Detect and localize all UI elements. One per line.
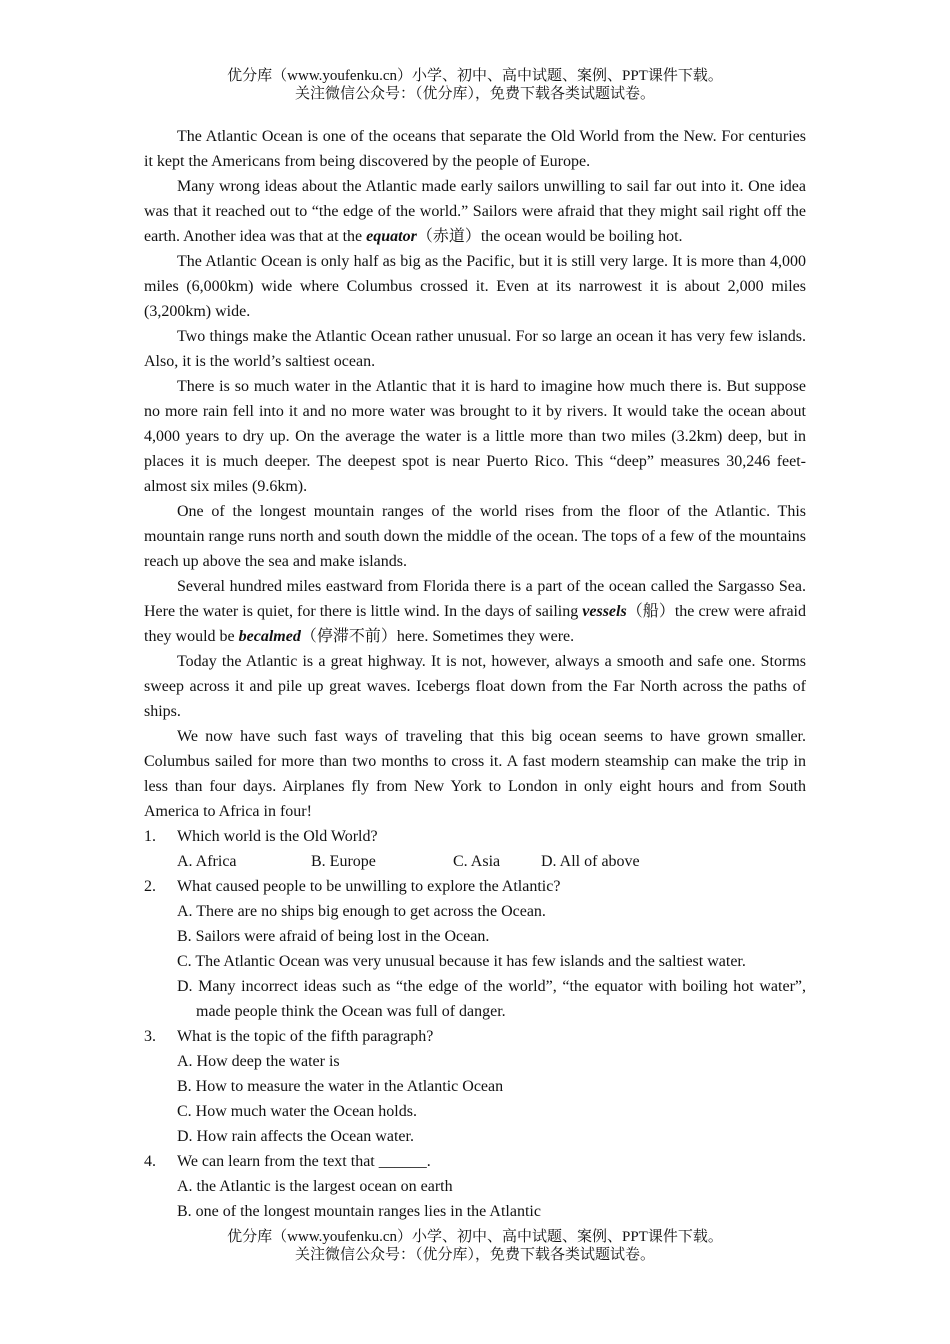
document-body: [144, 124, 806, 1224]
question-2-number: 2.: [144, 878, 156, 895]
question-3-option-d: D. How rain affects the Ocean water.: [177, 1128, 414, 1145]
question-1-number: 1.: [144, 828, 156, 845]
question-4-number: 4.: [144, 1153, 156, 1170]
question-1: [144, 824, 806, 849]
question-1-option-b: B. Europe: [311, 853, 376, 870]
question-4-option-b: B. one of the longest mountain ranges lies in the Atlantic: [177, 1203, 541, 1220]
question-2-option-d: D. Many incorrect ideas such as “the edge of the world”, “the equator with boiling hot water”, made people think the Ocean was full of danger.: [177, 978, 806, 1020]
question-2-option-a: A. There are no ships big enough to get across the Ocean.: [177, 903, 546, 920]
paragraph-6: One of the longest mountain ranges of the world rises from the floor of the Atlantic. This mountain range runs north and south down the middle of the ocean. The tops of a few of the mountains reach up above the sea and make islands.: [144, 503, 806, 570]
question-3-option-a: A. How deep the water is: [177, 1053, 340, 1070]
question-1-option-a: A. Africa: [177, 853, 237, 870]
paragraph-3: The Atlantic Ocean is only half as big as the Pacific, but it is still very large. It is more than 4,000 miles (6,000km) wide where Columbus crossed it. Even at its narrowest it is about 2,000 miles (3,200km) wide.: [144, 253, 806, 320]
paragraph-7-text-b: （船）the crew were afraid they would be: [144, 603, 807, 645]
question-3: [144, 1024, 806, 1049]
footer-line-1: 优分库（www.youfenku.cn）小学、初中、高中试题、案例、PPT课件下载。: [227, 1229, 723, 1245]
footer-line-2: 关注微信公众号：（优分库），免费下载各类试题试卷。: [294, 1247, 655, 1263]
question-2-option-b: B. Sailors were afraid of being lost in the Ocean.: [177, 928, 490, 945]
question-1-option-c: C. Asia: [453, 853, 501, 870]
question-4: [144, 1149, 806, 1174]
question-1-text: Which world is the Old World?: [177, 828, 378, 845]
page-footer: [0, 1228, 950, 1264]
question-2: [144, 874, 806, 899]
paragraph-7-text-c: （停滞不前）here. Sometimes they were.: [300, 628, 575, 645]
question-4-text: We can learn from the text that ______.: [177, 1153, 431, 1170]
paragraph-2-text-a: Many wrong ideas about the Atlantic made early sailors unwilling to sail far out into it. One idea was that it reached out to “the edge of the world.” Sailors were afraid that they might sail right off the earth. Another idea was that at the: [144, 178, 806, 245]
paragraph-1: The Atlantic Ocean is one of the oceans that separate the Old World from the New. For centuries it kept the Americans from being discovered by the people of Europe.: [144, 128, 806, 170]
question-2-text: What caused people to be unwilling to explore the Atlantic?: [177, 878, 561, 895]
header-line-1: 优分库（www.youfenku.cn）小学、初中、高中试题、案例、PPT课件下载。: [227, 68, 723, 84]
question-1-option-d: D. All of above: [541, 853, 640, 870]
keyword-equator: equator: [366, 228, 417, 245]
paragraph-4: Two things make the Atlantic Ocean rather unusual. For so large an ocean it has very few islands. Also, it is the world’s saltiest ocean.: [144, 328, 806, 370]
paragraph-2-text-b: （赤道）the ocean would be boiling hot.: [416, 228, 683, 245]
paragraph-9: We now have such fast ways of traveling that this big ocean seems to have grown smaller. Columbus sailed for more than two months to cross it. A fast modern steamship can make the trip in less than four days. Airplanes fly from New York to London in only eight hours and from South America to Africa in four!: [144, 728, 806, 820]
paragraph-7-text-a: Several hundred miles eastward from Florida there is a part of the ocean called the Sargasso Sea. Here the water is quiet, for there is little wind. In the days of sailing: [144, 578, 806, 620]
question-3-number: 3.: [144, 1028, 156, 1045]
question-4-option-a: A. the Atlantic is the largest ocean on earth: [177, 1178, 453, 1195]
question-1-options: [144, 849, 806, 874]
question-2-option-c: C. The Atlantic Ocean was very unusual because it has few islands and the saltiest water.: [177, 953, 746, 970]
paragraph-7: [144, 574, 806, 649]
paragraph-5: There is so much water in the Atlantic that it is hard to imagine how much there is. But suppose no more rain fell into it and no more water was brought to it by rivers. It would take the ocean about 4,000 years to dry up. On the average the water is a little more than two miles (3.2km) deep, but in places it is much deeper. The deepest spot is near Puerto Rico. This “deep” measures 30,246 feet-almost six miles (9.6km).: [144, 378, 806, 495]
question-3-option-b: B. How to measure the water in the Atlantic Ocean: [177, 1078, 504, 1095]
keyword-becalmed: becalmed: [238, 628, 301, 645]
header-line-2: 关注微信公众号：（优分库），免费下载各类试题试卷。: [294, 86, 655, 102]
page-header: [0, 67, 950, 103]
question-3-text: What is the topic of the fifth paragraph?: [177, 1028, 434, 1045]
question-3-option-c: C. How much water the Ocean holds.: [177, 1103, 417, 1120]
keyword-vessels: vessels: [582, 603, 627, 620]
paragraph-8: Today the Atlantic is a great highway. It is not, however, always a smooth and safe one. Storms sweep across it and pile up great waves. Icebergs float down from the Far North across the paths of ships.: [144, 653, 806, 720]
paragraph-2: [144, 174, 806, 249]
